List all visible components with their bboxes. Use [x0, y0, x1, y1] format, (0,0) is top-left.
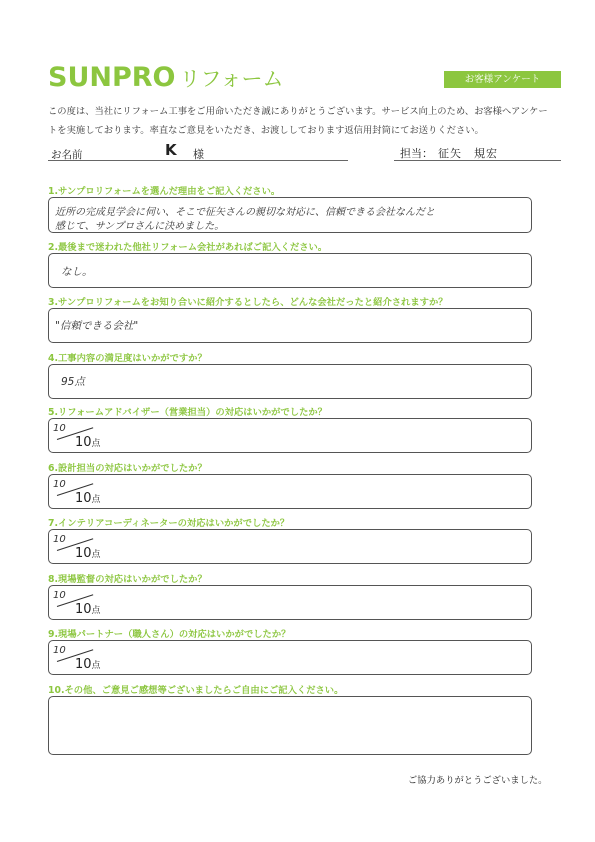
answer-box-5[interactable] [48, 418, 532, 453]
score-6-unit: 点 [91, 495, 101, 505]
score-9-max-wrap [75, 657, 101, 672]
score-7-max-wrap [75, 546, 101, 561]
question-10-label: 10.その他、ご意見ご感想等ございましたらご自由にご記入ください。 [48, 685, 344, 696]
intro-text [48, 102, 568, 140]
score-6-given: 10 [53, 479, 66, 490]
question-1-label: 1.サンプロリフォームを選んだ理由をご記入ください。 [48, 186, 281, 197]
score-8-max-wrap [75, 602, 101, 617]
answer-1-line-2: 感じて、サンプロさんに決めました。 [55, 221, 225, 232]
question-3-label: 3.サンプロリフォームをお知り合いに紹介するとしたら、どんな会社だったと紹介されますか？ [48, 297, 448, 308]
thanks-text: ご協力ありがとうございました。 [408, 775, 548, 786]
answer-3-line-1: "信頼できる会社" [55, 320, 139, 332]
score-7-given: 10 [53, 534, 66, 545]
score-5-max-wrap [75, 435, 101, 450]
answer-box-10[interactable] [48, 696, 532, 755]
score-8-given: 10 [53, 590, 66, 601]
answer-box-7[interactable] [48, 529, 532, 564]
score-7-max: 10 [75, 546, 92, 561]
question-2-label: 2.最後まで迷われた他社リフォーム会社があればご記入ください。 [48, 242, 328, 253]
answer-box-1[interactable] [48, 197, 532, 233]
score-8-max: 10 [75, 602, 92, 617]
answer-box-8[interactable] [48, 585, 532, 620]
question-4-label: 4.工事内容の満足度はいかがですか？ [48, 353, 207, 364]
intro-line-1: この度は、当社にリフォーム工事をご用命いただき誠にありがとうございます。サービス向上のため、お客様へアンケー [48, 106, 548, 117]
intro-line-2: トを実施しております。率直なご意見をいただき、お渡ししております返信用封筒にてお送りください。 [48, 125, 484, 136]
name-underline [48, 160, 348, 161]
logo [48, 62, 283, 93]
question-9-label: 9.現場パートナー（職人さん）の対応はいかがでしたか？ [48, 629, 291, 640]
score-8-unit: 点 [91, 606, 101, 616]
answer-4-line-1: 95点 [61, 376, 85, 388]
score-9-given: 10 [53, 645, 66, 656]
logo-brand: SUNPRO [48, 62, 176, 93]
name-suffix: 様 [193, 148, 204, 161]
name-value: K [165, 141, 177, 159]
answer-box-3[interactable] [48, 308, 532, 343]
question-5-label: 5.リフォームアドバイザー（営業担当）の対応はいかがでしたか？ [48, 407, 327, 418]
score-9-max: 10 [75, 657, 92, 672]
answer-box-9[interactable] [48, 640, 532, 675]
answer-1-line-1: 近所の完成見学会に伺い、そこで征矢さんの親切な対応に、信頼できる会社なんだと [55, 207, 435, 218]
tantou-underline [394, 160, 561, 161]
question-6-label: 6.設計担当の対応はいかがでしたか？ [48, 463, 207, 474]
question-8-label: 8.現場監督の対応はいかがでしたか？ [48, 574, 207, 585]
tantou-name: 征矢 規宏 [438, 147, 498, 160]
answer-box-2[interactable] [48, 253, 532, 288]
tantou-label: 担当： [400, 147, 433, 160]
survey-badge: お客様アンケート [444, 71, 561, 88]
score-5-unit: 点 [91, 439, 101, 449]
score-9-unit: 点 [91, 661, 101, 671]
answer-box-4[interactable] [48, 364, 532, 399]
answer-box-6[interactable] [48, 474, 532, 509]
answer-2-line-1: なし。 [61, 266, 93, 278]
score-6-max-wrap [75, 491, 101, 506]
score-6-max: 10 [75, 491, 92, 506]
question-7-label: 7.インテリアコーディネーターの対応はいかがでしたか？ [48, 518, 290, 529]
logo-subtitle: リフォーム [179, 67, 284, 91]
score-5-max: 10 [75, 435, 92, 450]
score-5-given: 10 [53, 423, 66, 434]
score-7-unit: 点 [91, 550, 101, 560]
name-label: お名前 [51, 149, 83, 161]
